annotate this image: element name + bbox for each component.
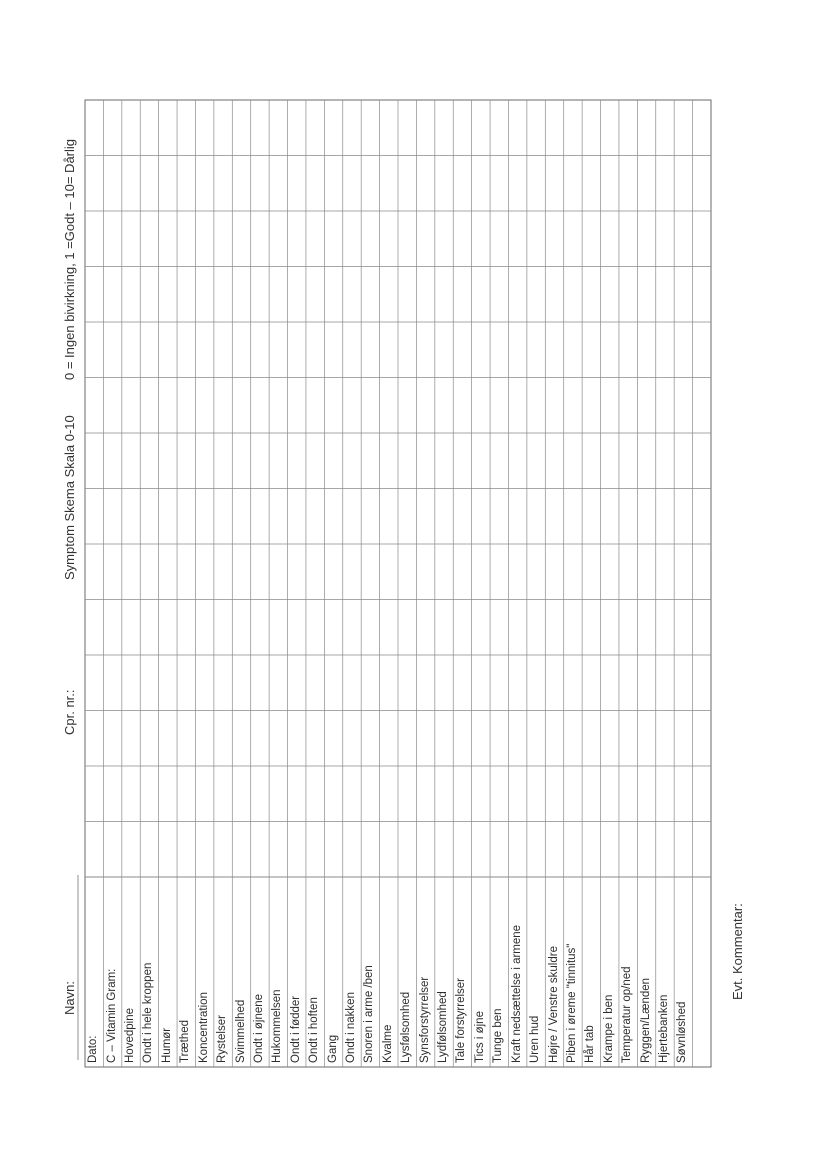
row-label: Ondt i hele kroppen bbox=[142, 962, 155, 1063]
scale-legend: 0 = Ingen bivirkning, 1 =Godt – 10= Dårlig bbox=[62, 138, 77, 380]
form-title: Symptom Skema Skala 0-10 bbox=[62, 415, 77, 580]
row-label: Ondt i hoften bbox=[308, 997, 321, 1063]
cpr-label: Cpr. nr.: bbox=[62, 689, 77, 735]
row-label: Dato: bbox=[87, 1035, 100, 1063]
row-label: Tale forstyrrelser bbox=[455, 978, 468, 1063]
row-label: Hjertebanken bbox=[657, 994, 670, 1063]
row-label: Kvalme bbox=[381, 1024, 394, 1063]
row-label: Tunge ben bbox=[492, 1008, 505, 1063]
row-label: Ondt i øjnene bbox=[252, 993, 265, 1063]
row-label: Lysfølsomhed bbox=[400, 991, 413, 1063]
row-label: Piben i øreme "tinnitus" bbox=[565, 943, 578, 1063]
row-label: Snoren i arme /ben bbox=[363, 965, 376, 1063]
row-label: Ondt i fødder bbox=[289, 995, 302, 1063]
row-label: Humør bbox=[160, 1027, 173, 1063]
row-label: Hovedpine bbox=[124, 1008, 137, 1063]
row-label: Kraft nedsættelse i armene bbox=[510, 924, 523, 1063]
row-label: Træthed bbox=[179, 1019, 192, 1063]
name-label: Navn: bbox=[62, 981, 77, 1015]
row-label: Hukommelsen bbox=[271, 989, 284, 1063]
row-label: Ryggen/Lænden bbox=[639, 977, 652, 1063]
row-label: Koncentration bbox=[197, 992, 210, 1063]
row-label: Rystelser bbox=[216, 1015, 229, 1063]
row-label: Temperatur op/ned bbox=[621, 966, 634, 1063]
row-label: Højre / Venstre skuldre bbox=[547, 946, 560, 1063]
row-label: Svimmelhed bbox=[234, 999, 247, 1063]
row-label: Synsforstyrrelser bbox=[418, 976, 431, 1063]
row-label: Lydfølsomhed bbox=[437, 991, 450, 1063]
row-label: Søvnløshed bbox=[676, 1001, 689, 1063]
row-label: C – Vitamin Gram: bbox=[105, 968, 118, 1063]
row-label: Gang bbox=[326, 1034, 339, 1063]
row-label: Hår tab bbox=[584, 1025, 597, 1063]
row-label: Krampe i ben bbox=[602, 994, 615, 1063]
row-label: Uren hud bbox=[529, 1015, 542, 1063]
comment-label: Evt. Kommentar: bbox=[730, 903, 745, 1000]
row-label: Ondt i nakken bbox=[344, 992, 357, 1063]
row-label: Tics i øjne bbox=[473, 1011, 486, 1063]
